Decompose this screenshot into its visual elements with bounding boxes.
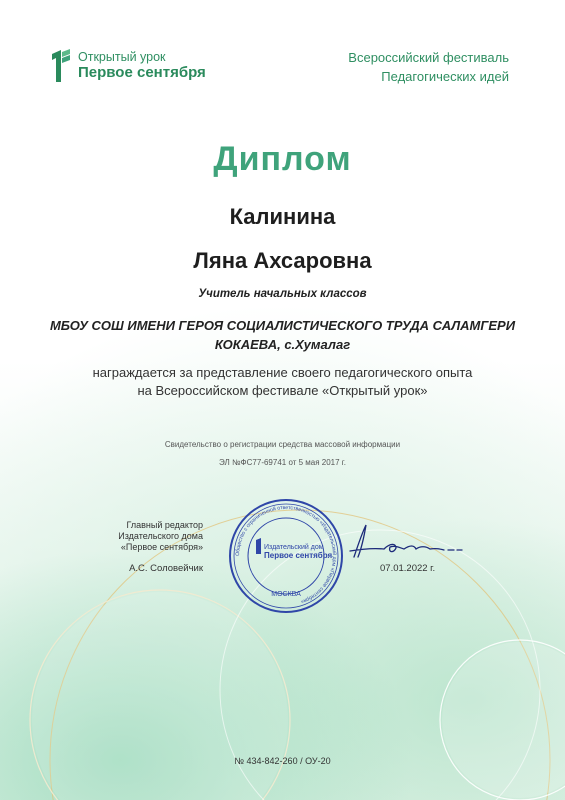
open-book-number-one-icon xyxy=(50,48,72,84)
recipient-position: Учитель начальных классов xyxy=(198,288,367,300)
signatory-name: А.С. Соловейчик xyxy=(129,563,203,574)
logo-line2: Первое сентября xyxy=(78,63,206,81)
signatory-title-line3: «Первое сентября» xyxy=(120,542,203,552)
registration-line2: ЭЛ №ФС77-69741 от 5 мая 2017 г. xyxy=(219,458,346,467)
registration-line1: Свидетельство о регистрации средства массовой информации xyxy=(164,440,401,449)
award-line2: на Всероссийском фестивале «Открытый урок» xyxy=(137,383,428,398)
signatory-title-line2: Издательского дома xyxy=(118,531,203,541)
logo-line1: Открытый урок xyxy=(78,49,166,64)
stamp-inner-line2: Первое сентября xyxy=(264,551,333,560)
award-line1: награждается за представление своего педагогического опыта xyxy=(92,365,473,380)
signature-date: 07.01.2022 г. xyxy=(380,563,436,574)
recipient-organization: МБОУ СОШ ИМЕНИ ГЕРОЯ СОЦИАЛИСТИЧЕСКОГО ТРУДА САЛАМГЕРИ КОКАЕВА, с.Хумалаг xyxy=(49,318,516,352)
festival-line2: Педагогических идей xyxy=(381,69,509,84)
stamp-city: МОСКВА xyxy=(271,591,301,598)
handwritten-signature xyxy=(340,515,470,565)
signatory-title-line1: Главный редактор xyxy=(126,520,203,530)
diploma-title: Диплом xyxy=(213,140,352,178)
stamp-ring-text: Общество с ограниченной ответственностью «Издательский дом «Первое сентября» xyxy=(234,504,338,605)
festival-line1: Всероссийский фестиваль xyxy=(348,50,509,65)
award-text xyxy=(40,364,525,400)
stamp-inner-line1: Издательский дом xyxy=(264,544,324,551)
festival-name xyxy=(348,48,509,86)
recipient-given-names: Ляна Ахсаровна xyxy=(193,248,372,273)
signatory-title xyxy=(90,520,203,553)
diploma-serial-number: № 434-842-260 / ОУ-20 xyxy=(234,756,331,766)
recipient-surname: Калинина xyxy=(229,204,336,229)
official-stamp xyxy=(226,496,346,616)
logo xyxy=(50,48,206,84)
